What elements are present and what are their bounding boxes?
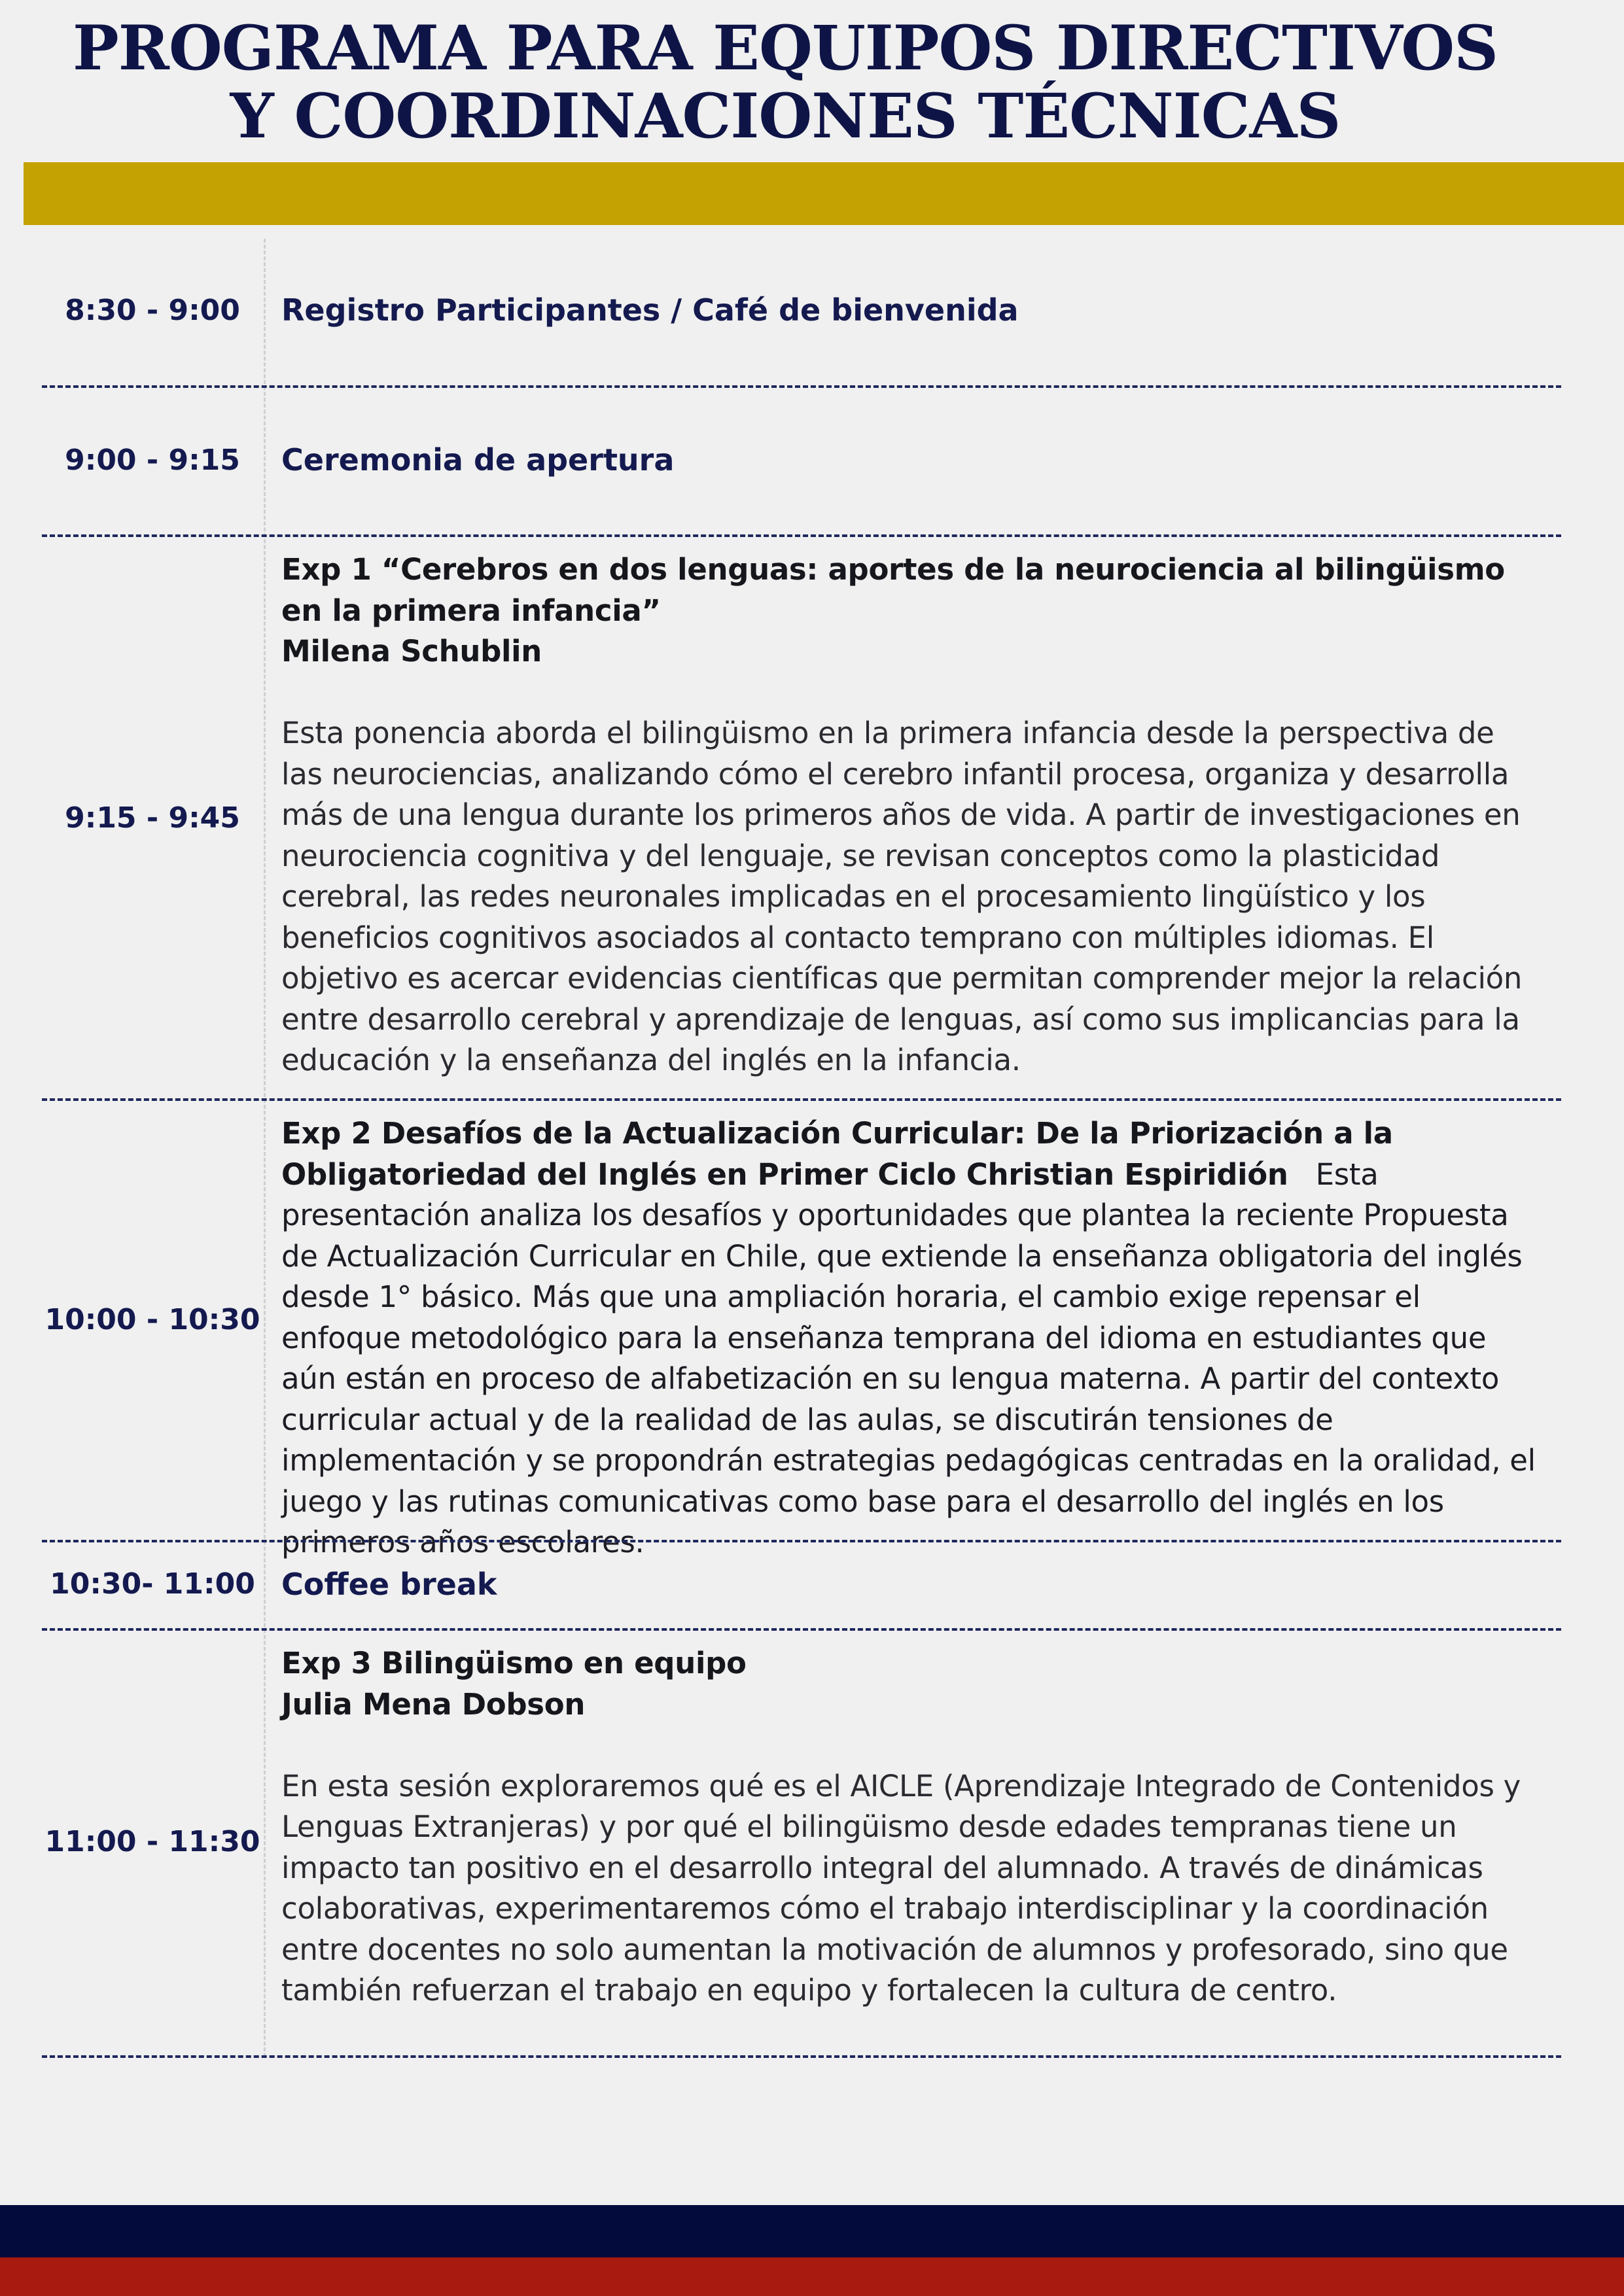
time-slot: 8:30 - 9:00 [65, 294, 240, 327]
session-title: Registro Participantes / Café de bienvenida [281, 292, 1019, 328]
spacer [281, 1725, 1544, 1766]
session-block [281, 1643, 1544, 2055]
session-description: Esta ponencia aborda el bilingüismo en la primera infancia desde la perspectiva de las neurociencias, analizando cómo el cerebro infantil procesa, organiza y desarrolla más de una lengua durante los primeros años de vida. A partir de investigaciones en neurociencia cognitiva y del lenguaje, se revisan conceptos como la plasticidad cerebral, las redes neuronales implicadas en el procesamiento lingüístico y los beneficios cognitivos asociados al contacto temprano con múltiples idiomas. El objetivo es acercar evidencias científicas que permitan comprender mejor la relación entre desarrollo cerebral y aprendizaje de lenguas, así como sus implicancias para la educación y la enseñanza del inglés en la infancia. [281, 716, 1523, 1077]
time-slot: 9:00 - 9:15 [65, 444, 240, 477]
session-title: Exp 3 Bilingüismo en equipo [281, 1646, 747, 1680]
session-title: Exp 1 “Cerebros en dos lenguas: aportes de la neurociencia al bilingüismo en la primera infancia” [281, 552, 1505, 628]
session-title: Ceremonia de apertura [281, 442, 675, 478]
page-title [0, 14, 1570, 150]
time-slot: 11:00 - 11:30 [44, 1824, 260, 1858]
session-speaker: Milena Schublin [281, 634, 542, 669]
row-divider [42, 1098, 1561, 1101]
title-line-1: PROGRAMA PARA EQUIPOS DIRECTIVOS [73, 12, 1498, 84]
time-slot: 10:00 - 10:30 [44, 1303, 260, 1336]
row-divider [42, 385, 1561, 388]
time-column-divider [264, 239, 266, 2057]
title-line-2: Y COORDINACIONES TÉCNICAS [230, 80, 1341, 152]
session-speaker: Julia Mena Dobson [281, 1686, 586, 1722]
row-divider [42, 1540, 1561, 1542]
spacer [281, 672, 1544, 714]
row-divider [42, 534, 1561, 537]
footer-red-band [0, 2257, 1624, 2296]
row-divider [42, 2055, 1561, 2058]
time-slot: 9:15 - 9:45 [65, 801, 240, 835]
header-gold-band [24, 162, 1624, 225]
session-block [281, 549, 1544, 1101]
footer-navy-band [0, 2205, 1624, 2257]
session-block [281, 1113, 1544, 1559]
session-title: Coffee break [281, 1567, 497, 1602]
session-description: Esta presentación analiza los desafíos y oportunidades que plantea la reciente Propuesta de Actualización Curricular en Chile, que extiende la enseñanza obligatoria del inglés desde 1° básico. Más que una ampliación horaria, el cambio exige repensar el enfoque metodológico para la enseñanza temprana del idioma en estudiantes que aún están en proceso de alfabetización en su lengua materna. A partir del contexto curricular actual y de la realidad de las aulas, se discutirán tensiones de implementación y se propondrán estrategias pedagógicas centradas en la oralidad, el juego y las rutinas comunicativas como base para el desarrollo del inglés en los primeros años escolares. [281, 1157, 1536, 1559]
session-description: En esta sesión exploraremos qué es el AICLE (Aprendizaje Integrado de Contenidos y Lenguas Extranjeras) y por qué el bilingüismo desde edades tempranas tiene un impacto tan positivo en el desarrollo integral del alumnado. A través de dinámicas colaborativas, experimentaremos cómo el trabajo interdisciplinar y la coordinación entre docentes no solo aumentan la motivación de alumnos y profesorado, sino que también refuerzan el trabajo en equipo y fortalecen la cultura de centro. [281, 1768, 1521, 2008]
row-divider [42, 1628, 1561, 1631]
time-slot: 10:30- 11:00 [50, 1567, 255, 1601]
session-title: Exp 2 Desafíos de la Actualización Curricular: De la Priorización a la Obligatoriedad del Inglés en Primer Ciclo Christian Espiridión [281, 1116, 1393, 1192]
